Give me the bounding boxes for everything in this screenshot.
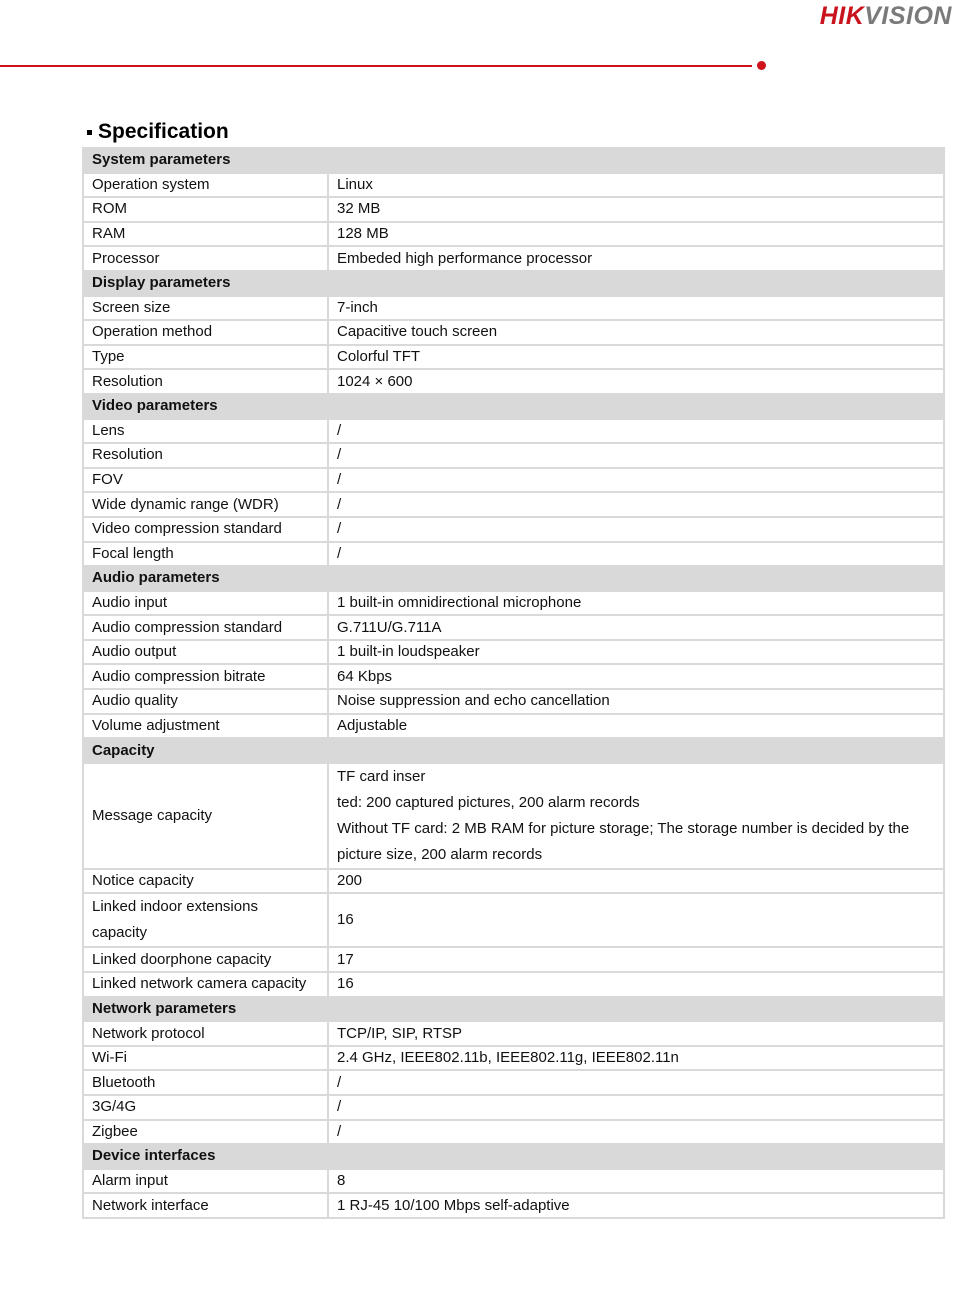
spec-value-line: ted: 200 captured pictures, 200 alarm records [337, 793, 640, 811]
spec-row [83, 173, 944, 198]
spec-value: / [328, 542, 944, 567]
spec-label: Audio compression standard [83, 615, 328, 640]
logo-hik: HIK [819, 2, 865, 30]
spec-value: 32 MB [328, 197, 944, 222]
section-header-row [83, 997, 944, 1022]
spec-label: Screen size [83, 296, 328, 321]
spec-label [83, 893, 328, 947]
spec-label: Notice capacity [83, 869, 328, 894]
section-header-row [83, 566, 944, 591]
spec-value: 1 built-in loudspeaker [328, 640, 944, 665]
spec-label: Lens [83, 419, 328, 444]
spec-value: 16 [328, 972, 944, 997]
spec-row [83, 763, 944, 869]
spec-label: Resolution [83, 443, 328, 468]
spec-value: 7-inch [328, 296, 944, 321]
spec-row [83, 1169, 944, 1194]
spec-value: G.711U/G.711A [328, 615, 944, 640]
spec-value: 200 [328, 869, 944, 894]
spec-row [83, 947, 944, 972]
spec-value: 16 [328, 893, 944, 947]
spec-heading-text: Specification [98, 120, 229, 143]
section-title: Display parameters [83, 271, 944, 296]
spec-label: Wide dynamic range (WDR) [83, 492, 328, 517]
spec-value: Colorful TFT [328, 345, 944, 370]
spec-label: Processor [83, 246, 328, 271]
spec-label: RAM [83, 222, 328, 247]
header-divider-line [0, 65, 752, 67]
spec-row [83, 1193, 944, 1218]
spec-label: Video compression standard [83, 517, 328, 542]
spec-label: Linked doorphone capacity [83, 947, 328, 972]
spec-value: 64 Kbps [328, 664, 944, 689]
spec-value: 1024 × 600 [328, 369, 944, 394]
spec-label: Linked network camera capacity [83, 972, 328, 997]
spec-row [83, 1070, 944, 1095]
spec-row [83, 1120, 944, 1145]
spec-value: 17 [328, 947, 944, 972]
spec-value: / [328, 492, 944, 517]
spec-row [83, 517, 944, 542]
spec-label: Alarm input [83, 1169, 328, 1194]
spec-value: 1 built-in omnidirectional microphone [328, 591, 944, 616]
spec-label: Audio input [83, 591, 328, 616]
spec-label-line: capacity [92, 924, 148, 942]
spec-label: FOV [83, 468, 328, 493]
spec-value: / [328, 468, 944, 493]
heading-bullet-icon [87, 130, 92, 135]
spec-label-line: Linked indoor extensions [92, 898, 258, 916]
spec-label: Message capacity [83, 763, 328, 869]
section-header-row [83, 394, 944, 419]
section-title: Capacity [83, 738, 944, 763]
logo-vision: VISION [864, 2, 952, 30]
section-title: System parameters [83, 148, 944, 173]
spec-row [83, 893, 944, 947]
spec-value: 128 MB [328, 222, 944, 247]
spec-row [83, 468, 944, 493]
spec-value: Capacitive touch screen [328, 320, 944, 345]
spec-label: Audio output [83, 640, 328, 665]
section-header-row [83, 148, 944, 173]
spec-row [83, 542, 944, 567]
spec-label: Volume adjustment [83, 714, 328, 739]
spec-value: / [328, 443, 944, 468]
spec-table [82, 147, 945, 1219]
section-header-row [83, 1144, 944, 1169]
spec-label: Zigbee [83, 1120, 328, 1145]
spec-heading [87, 120, 229, 144]
section-title: Network parameters [83, 997, 944, 1022]
spec-label: Bluetooth [83, 1070, 328, 1095]
section-title: Device interfaces [83, 1144, 944, 1169]
spec-row [83, 714, 944, 739]
spec-value: / [328, 1070, 944, 1095]
spec-row [83, 419, 944, 444]
spec-value: / [328, 1120, 944, 1145]
spec-label: Audio compression bitrate [83, 664, 328, 689]
spec-row [83, 664, 944, 689]
spec-row [83, 972, 944, 997]
spec-label: Audio quality [83, 689, 328, 714]
spec-label: Focal length [83, 542, 328, 567]
spec-value [328, 763, 944, 869]
spec-value: Linux [328, 173, 944, 198]
spec-row [83, 1021, 944, 1046]
spec-value-line: TF card inser [337, 767, 426, 785]
spec-value: / [328, 419, 944, 444]
spec-row [83, 591, 944, 616]
spec-label: Wi-Fi [83, 1046, 328, 1071]
spec-value: Adjustable [328, 714, 944, 739]
spec-value: 1 RJ-45 10/100 Mbps self-adaptive [328, 1193, 944, 1218]
spec-label: Operation method [83, 320, 328, 345]
spec-row [83, 197, 944, 222]
hikvision-logo [820, 2, 952, 31]
spec-row [83, 345, 944, 370]
spec-label: 3G/4G [83, 1095, 328, 1120]
section-header-row [83, 738, 944, 763]
spec-value: 2.4 GHz, IEEE802.11b, IEEE802.11g, IEEE802.11n [328, 1046, 944, 1071]
section-header-row [83, 271, 944, 296]
spec-row [83, 1095, 944, 1120]
section-title: Audio parameters [83, 566, 944, 591]
spec-label: Operation system [83, 173, 328, 198]
spec-row [83, 640, 944, 665]
spec-value-line: picture size, 200 alarm records [337, 845, 543, 863]
spec-row [83, 246, 944, 271]
spec-value: Noise suppression and echo cancellation [328, 689, 944, 714]
section-title: Video parameters [83, 394, 944, 419]
spec-value: Embeded high performance processor [328, 246, 944, 271]
spec-value: 8 [328, 1169, 944, 1194]
spec-label: ROM [83, 197, 328, 222]
spec-row [83, 615, 944, 640]
spec-row [83, 492, 944, 517]
spec-value-line: Without TF card: 2 MB RAM for picture storage; The storage number is decided by the [337, 819, 910, 837]
spec-row [83, 443, 944, 468]
spec-label: Network protocol [83, 1021, 328, 1046]
spec-label: Resolution [83, 369, 328, 394]
spec-label: Network interface [83, 1193, 328, 1218]
spec-row [83, 320, 944, 345]
spec-row [83, 222, 944, 247]
spec-row [83, 869, 944, 894]
spec-row [83, 1046, 944, 1071]
spec-value: / [328, 517, 944, 542]
header-divider-dot [757, 61, 766, 70]
spec-row [83, 296, 944, 321]
spec-value: TCP/IP, SIP, RTSP [328, 1021, 944, 1046]
spec-label: Type [83, 345, 328, 370]
spec-row [83, 369, 944, 394]
spec-table-body [83, 148, 944, 1218]
spec-value: / [328, 1095, 944, 1120]
spec-row [83, 689, 944, 714]
